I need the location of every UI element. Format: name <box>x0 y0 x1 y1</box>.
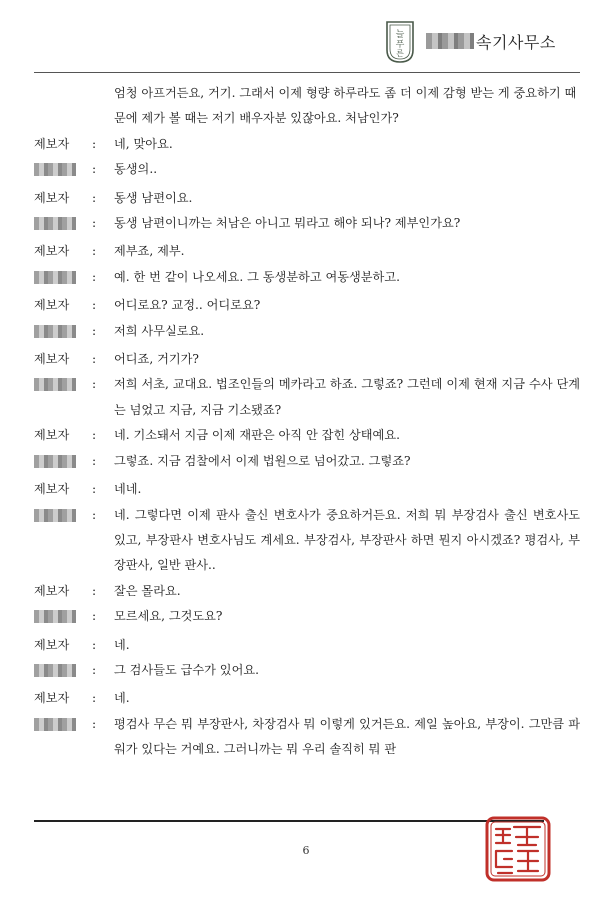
speaker-name: 제보자 <box>34 583 70 598</box>
utterance-text: 네. 기소돼서 지금 이제 재판은 아직 안 잡힌 상태예요. <box>114 428 400 443</box>
speaker-colon: : <box>92 323 97 338</box>
utterance-text: 동생 남편이요. <box>114 190 193 205</box>
speaker-colon: : <box>92 377 97 392</box>
continuation-text: 엄청 아프거든요, 거기. 그래서 이제 형량 하루라도 좀 더 이제 감형 받는 게 중요하기 때문에 제가 볼 때는 저기 배우자분 있잖아요. 처남인가? <box>114 86 577 126</box>
masked-speaker-name <box>34 449 92 477</box>
utterance-text: 저희 서초, 교대요. 법조인들의 메카라고 하죠. 그렇죠? 그런데 이제 현재 지금 수사 단계는 넘었고 지금, 지금 기소됐죠? <box>114 377 580 417</box>
utterance-text: 저희 사무실로요. <box>114 323 205 338</box>
utterance-text: 동생의.. <box>114 162 158 177</box>
speaker-redaction <box>34 610 76 623</box>
speaker-name: 제보자 <box>34 136 70 151</box>
masked-speaker-name <box>34 211 92 239</box>
utterance-text: 어디죠, 거기가? <box>114 352 199 367</box>
svg-text:늘: 늘 <box>395 30 405 40</box>
speaker-colon: : <box>92 244 97 259</box>
transcript-line <box>34 633 580 658</box>
speaker-colon: : <box>92 136 97 151</box>
svg-text:푸: 푸 <box>395 40 405 50</box>
speaker-redaction <box>34 718 76 731</box>
masked-speaker-name <box>34 604 92 632</box>
office-title <box>426 30 556 52</box>
transcript-line <box>34 712 580 763</box>
speaker-name: 제보자 <box>34 244 70 259</box>
utterance-text: 네네. <box>114 482 142 497</box>
utterance-text: 네, 맞아요. <box>114 136 173 151</box>
transcript-line <box>34 579 580 604</box>
speaker-colon: : <box>92 269 97 284</box>
speaker-redaction <box>34 163 76 176</box>
utterance-text: 평검사 무슨 뭐 부장판사, 차장검사 뭐 이렇게 있거든요. 제일 높아요, 부장이. 그만큼 파워가 있다는 거예요. 그러니까는 뭐 우리 솔직히 뭐 판 <box>114 716 580 757</box>
masked-speaker-name <box>34 265 92 293</box>
speaker-redaction <box>34 325 76 338</box>
speaker-redaction <box>34 217 76 230</box>
utterance-text: 네. <box>114 691 130 706</box>
speaker-colon: : <box>92 190 97 205</box>
footer-divider <box>34 820 544 822</box>
speaker-name: 제보자 <box>34 352 70 367</box>
transcript-line <box>34 604 580 632</box>
transcript-line <box>34 132 580 157</box>
office-title-suffix: 속기사무소 <box>476 32 556 52</box>
utterance-text: 어디로요? 교정.. 어디로요? <box>114 298 261 313</box>
office-logo-icon <box>381 20 419 64</box>
speaker-colon: : <box>92 716 97 731</box>
transcript-line <box>34 293 580 318</box>
speaker-redaction <box>34 509 76 522</box>
transcript-line <box>34 372 580 423</box>
masked-speaker-name <box>34 319 92 347</box>
transcript-line <box>34 686 580 711</box>
speaker-colon: : <box>92 691 97 706</box>
page-number: 6 <box>302 844 310 857</box>
utterance-text: 잘은 몰라요. <box>114 583 181 598</box>
transcript-line <box>34 319 580 347</box>
masked-speaker-name <box>34 157 92 185</box>
masked-speaker-name <box>34 503 92 579</box>
speaker-colon: : <box>92 162 97 177</box>
transcript-line <box>34 477 580 502</box>
transcript-body <box>34 81 580 763</box>
masked-office-name <box>426 33 474 49</box>
utterance-text: 동생 남편이니까는 처남은 아니고 뭐라고 해야 되나? 제부인가요? <box>114 216 461 231</box>
transcript-line <box>34 423 580 448</box>
masked-speaker-name <box>34 658 92 686</box>
utterance-text: 제부죠, 제부. <box>114 244 185 259</box>
utterance-text: 모르세요, 그것도요? <box>114 609 223 624</box>
speaker-name: 제보자 <box>34 482 70 497</box>
transcript-line <box>34 265 580 293</box>
transcript-line <box>34 239 580 264</box>
transcript-line <box>34 347 580 372</box>
speaker-name: 제보자 <box>34 190 70 205</box>
speaker-redaction <box>34 455 76 468</box>
utterance-text: 네. 그렇다면 이제 판사 출신 변호사가 중요하거든요. 저희 뭐 부장검사 출신 변호사도 있고, 부장판사 변호사님도 계세요. 부장검사, 부장판사 하면 뭔지 아시겠죠? 평검사, 부장판사, 일반 판사.. <box>114 507 580 573</box>
speaker-name: 제보자 <box>34 298 70 313</box>
speaker-colon: : <box>92 662 97 677</box>
transcript-line <box>34 211 580 239</box>
transcript-line <box>34 658 580 686</box>
speaker-colon: : <box>92 583 97 598</box>
transcript-line <box>34 186 580 211</box>
masked-speaker-name <box>34 372 92 423</box>
transcript-line <box>34 503 580 579</box>
utterance-text: 예. 한 번 같이 나오세요. 그 동생분하고 여동생분하고. <box>114 269 400 284</box>
speaker-colon: : <box>92 637 97 652</box>
svg-text:른: 른 <box>396 49 404 58</box>
speaker-colon: : <box>92 507 97 522</box>
office-seal-icon <box>484 815 552 883</box>
speaker-name: 제보자 <box>34 691 70 706</box>
speaker-redaction <box>34 664 76 677</box>
masked-speaker-name <box>34 712 92 763</box>
utterance-text: 그렇죠. 지금 검찰에서 이제 법원으로 넘어갔고. 그렇죠? <box>114 453 411 468</box>
speaker-redaction <box>34 378 76 391</box>
speaker-colon: : <box>92 216 97 231</box>
page-header <box>0 0 612 76</box>
utterance-text: 네. <box>114 637 130 652</box>
utterance-text: 그 검사들도 급수가 있어요. <box>114 662 260 677</box>
transcript-line <box>34 157 580 185</box>
speaker-colon: : <box>92 428 97 443</box>
speaker-name: 제보자 <box>34 637 70 652</box>
speaker-colon: : <box>92 352 97 367</box>
speaker-colon: : <box>92 482 97 497</box>
speaker-colon: : <box>92 298 97 313</box>
speaker-colon: : <box>92 453 97 468</box>
speaker-colon: : <box>92 609 97 624</box>
speaker-name: 제보자 <box>34 428 70 443</box>
transcript-line <box>34 449 580 477</box>
header-divider <box>34 72 580 73</box>
speaker-redaction <box>34 271 76 284</box>
